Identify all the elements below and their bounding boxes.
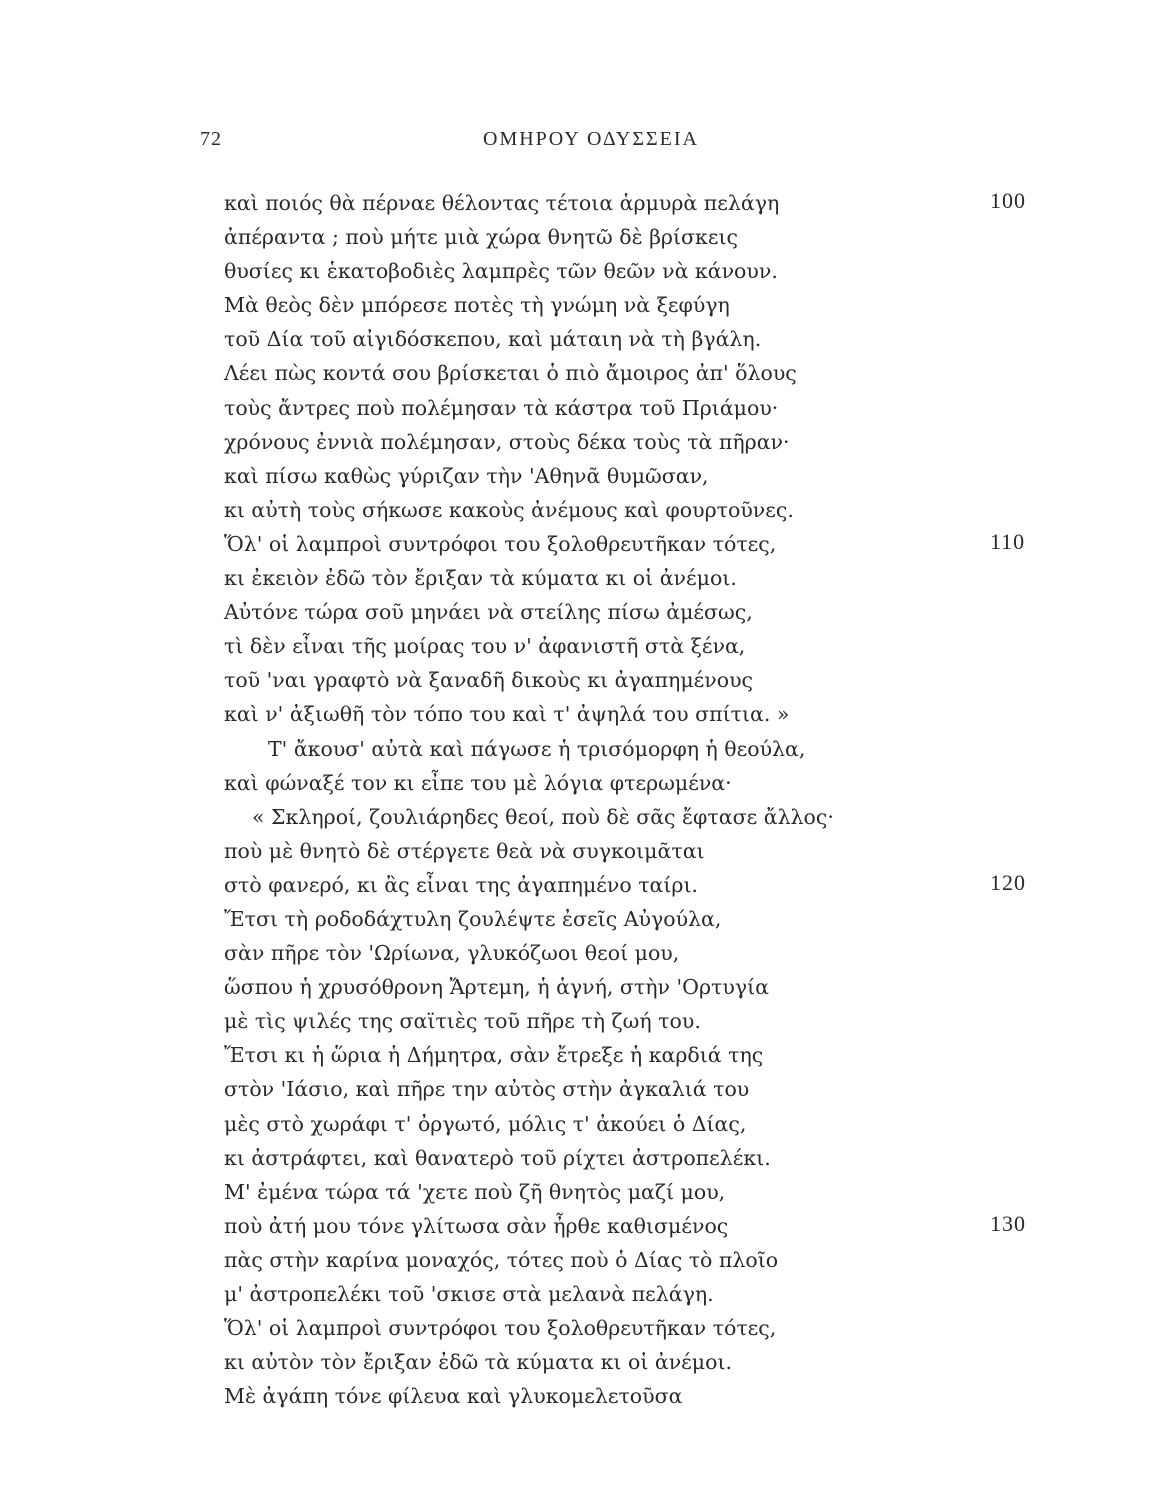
- verse-line: μ' ἀστροπελέκι τοῦ 'σκισε στὰ μελανὰ πελάγη.: [224, 1282, 714, 1306]
- page-number: 72: [200, 128, 222, 150]
- verse-line: μὲ τὶς ψιλές της σαϊτιὲς τοῦ πῆρε τὴ ζωή του.: [224, 1009, 701, 1034]
- line-number: 100: [990, 188, 1026, 213]
- running-head: [0, 128, 1158, 158]
- verse-line: ποὺ μὲ θνητὸ δὲ στέργετε θεὰ νὰ συγκοιμᾶται: [224, 838, 705, 863]
- verse-line: κι ἐκειὸν ἐδῶ τὸν ἔριξαν τὰ κύματα κι οἱ ἀνέμοι.: [224, 566, 737, 591]
- verse-line: θυσίες κι ἑκατοβοδιὲς λαμπρὲς τῶν θεῶν νὰ κάνουν.: [224, 259, 778, 284]
- verse-line: τοῦ Δία τοῦ αἰγιδόσκεπου, καὶ μάταιη νὰ τὴ βγάλη.: [224, 327, 762, 352]
- verse-line: πὰς στὴν καρίνα μοναχός, τότες ποὺ ὁ Δίας τὸ πλοῖο: [224, 1247, 779, 1272]
- verse-line: χρόνους ἐννιὰ πολέμησαν, στοὺς δέκα τοὺς τὰ πῆραν·: [224, 429, 790, 454]
- line-number: 110: [990, 528, 1026, 554]
- verse-line: ὥσπου ἡ χρυσόθρονη Ἄρτεμη, ἡ ἁγνή, στὴν 'Ορτυγία: [224, 975, 769, 1000]
- verse-line: Τ' ἄκουσ' αὐτὰ καὶ πάγωσε ἡ τρισόμορφη ἡ θεούλα,: [268, 736, 806, 761]
- verse-line: κι αὐτὸν τὸν ἔριξαν ἐδῶ τὰ κύματα κι οἱ ἀνέμοι.: [224, 1350, 733, 1375]
- verse-line: τοὺς ἄντρες ποὺ πολέμησαν τὰ κάστρα τοῦ Πριάμου·: [224, 395, 779, 420]
- verse-line: καὶ φώναξέ τον κι εἶπε του μὲ λόγια φτερωμένα·: [224, 770, 732, 795]
- verse-line: Μ' ἐμένα τώρα τά 'χετε ποὺ ζῆ θνητὸς μαζί μου,: [224, 1179, 726, 1204]
- verse-line: Ἔτσι κι ἡ ὥρια ἡ Δήμητρα, σὰν ἔτρεξε ἡ καρδιά της: [224, 1043, 764, 1068]
- verse-line: « Σκληροί, ζουλιάρηδες θεοί, ποὺ δὲ σᾶς ἔφτασε ἄλλος·: [252, 804, 834, 829]
- verse-line: καὶ πίσω καθὼς γύριζαν τὴν 'Αθηνᾶ θυμῶσαν,: [224, 463, 709, 488]
- verse-line: στὸ φανερό, κι ἂς εἶναι της ἀγαπημένο ταίρι. 120: [224, 868, 984, 902]
- verse-block: [224, 186, 1026, 1413]
- verse-line: καὶ ποιός θὰ πέρναε θέλοντας τέτοια ἁρμυρὰ πελάγη 100: [224, 186, 984, 220]
- line-number: 120: [990, 869, 1026, 895]
- verse-line: Μὲ ἀγάπη τόνε φίλευα καὶ γλυκομελετοῦσα: [224, 1384, 683, 1409]
- verse-line: τὶ δὲν εἶναι τῆς μοίρας του ν' ἀφανιστῆ στὰ ξένα,: [224, 634, 746, 659]
- verse-line: κι αὐτὴ τοὺς σήκωσε κακοὺς ἀνέμους καὶ φουρτοῦνες.: [224, 497, 794, 522]
- verse-line: Μὰ θεὸς δὲν μπόρεσε ποτὲς τὴ γνώμη νὰ ξεφύγη: [224, 293, 730, 318]
- verse-line: Ὅλ' οἱ λαμπροὶ συντρόφοι του ξολοθρευτῆκαν τότες,: [224, 1316, 777, 1341]
- line-number: 130: [990, 1210, 1026, 1236]
- verse-line: Αὐτόνε τώρα σοῦ μηνάει νὰ στείλης πίσω ἀμέσως,: [224, 600, 753, 625]
- verse-line: ἀπέραντα ; ποὺ μήτε μιὰ χώρα θνητῶ δὲ βρίσκεις: [224, 225, 738, 250]
- verse-line: κι ἀστράφτει, καὶ θανατερὸ τοῦ ρίχτει ἀστροπελέκι.: [224, 1145, 771, 1170]
- book-title: ΟΜΗΡΟΥ ΟΔΥΣΣΕΙΑ: [483, 128, 699, 150]
- verse-line: Ἔτσι τὴ ροδοδάχτυλη ζουλέψτε ἐσεῖς Αὐγούλα,: [224, 906, 722, 931]
- verse-line: ποὺ ἀτή μου τόνε γλίτωσα σὰν ἦρθε καθισμένος 130: [224, 1209, 984, 1243]
- verse-line: σὰν πῆρε τὸν 'Ωρίωνα, γλυκόζωοι θεοί μου,: [224, 941, 680, 966]
- verse-line: Ὅλ' οἱ λαμπροὶ συντρόφοι του ξολοθρευτῆκαν τότες, 110: [224, 527, 984, 561]
- verse-line: τοῦ 'ναι γραφτὸ νὰ ξαναδῆ δικοὺς κι ἀγαπημένους: [224, 668, 754, 693]
- verse-line: καὶ ν' ἀξιωθῆ τὸν τόπο του καὶ τ' ἀψηλά του σπίτια. »: [224, 702, 790, 727]
- verse-line: μὲς στὸ χωράφι τ' ὀργωτό, μόλις τ' ἀκούει ὁ Δίας,: [224, 1111, 747, 1136]
- verse-line: Λέει πὼς κοντά σου βρίσκεται ὁ πιὸ ἄμοιρος ἀπ' ὅλους: [224, 361, 797, 386]
- verse-line: στὸν 'Ιάσιο, καὶ πῆρε την αὐτὸς στὴν ἀγκαλιά του: [224, 1077, 750, 1102]
